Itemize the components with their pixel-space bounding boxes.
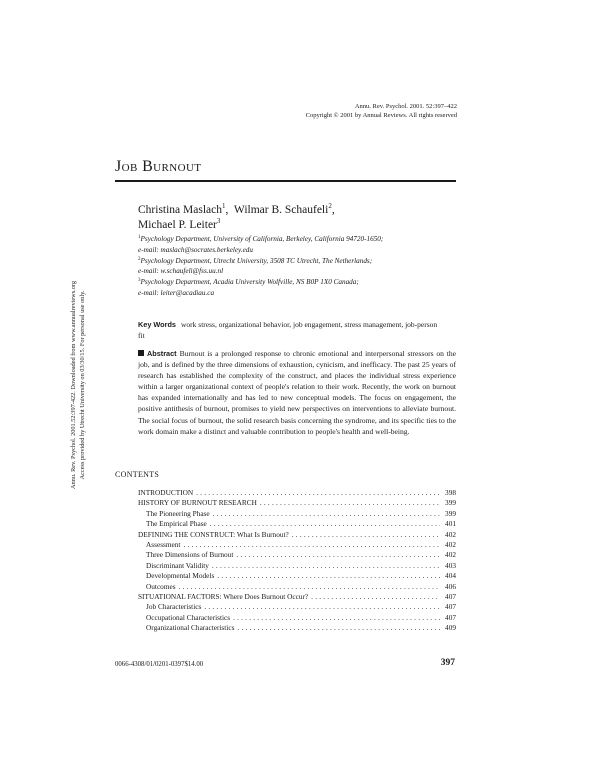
affiliation-text: Psychology Department, Utrecht University, 3508 TC Utrecht, The Netherlands; <box>140 256 373 265</box>
toc-entry-page: 406 <box>445 581 456 591</box>
table-of-contents <box>138 488 456 633</box>
affiliation-email[interactable]: e-mail: maslach@socrates.berkeley.edu <box>138 245 253 254</box>
author-affiliation-mark: 2 <box>328 202 332 210</box>
toc-entry-label: SITUATIONAL FACTORS: Where Does Burnout Occur? <box>138 591 309 601</box>
affiliation-line <box>138 266 383 277</box>
toc-entry[interactable] <box>138 498 456 508</box>
toc-leader-dots <box>230 613 440 623</box>
toc-entry-label: INTRODUCTION <box>138 488 194 497</box>
toc-entry[interactable] <box>138 561 456 571</box>
author-list <box>138 203 335 233</box>
affiliation-email[interactable]: e-mail: leiter@acadiau.ca <box>138 288 215 297</box>
toc-entry-label: The Empirical Phase <box>146 519 207 529</box>
toc-entry-page: 402 <box>445 529 456 539</box>
toc-entry-page: 404 <box>445 571 456 581</box>
toc-entry-page: 398 <box>445 488 456 497</box>
journal-header <box>306 102 457 120</box>
author-name: Wilmar B. Schaufeli <box>233 204 329 216</box>
author-name: Christina Maslach <box>138 204 222 216</box>
article-title: Job Burnout <box>115 158 202 175</box>
journal-citation: Annu. Rev. Psychol. 2001. 52:397–422 <box>354 103 457 110</box>
toc-entry[interactable] <box>138 613 456 623</box>
toc-entry-label: The Pioneering Phase <box>146 508 210 518</box>
contents-heading: CONTENTS <box>115 470 160 479</box>
toc-entry-page: 402 <box>445 550 456 560</box>
toc-entry[interactable] <box>138 602 456 612</box>
toc-entry[interactable] <box>138 540 456 550</box>
title-rule <box>115 180 456 182</box>
toc-leader-dots <box>180 540 440 550</box>
keywords <box>138 319 440 341</box>
toc-leader-dots <box>257 498 440 508</box>
journal-copyright: Copyright © 2001 by Annual Reviews. All rights reserved <box>305 112 457 119</box>
toc-entry-page: 402 <box>445 539 456 549</box>
toc-entry-label: Three Dimensions of Burnout <box>146 550 234 560</box>
toc-entry-page: 401 <box>445 519 456 529</box>
article-code: 0066-4308/01/0201-0397$14.00 <box>115 661 204 668</box>
toc-leader-dots <box>210 509 440 519</box>
download-notice <box>70 255 87 515</box>
page-number: 397 <box>440 658 455 668</box>
author-separator: , <box>225 204 234 216</box>
access-line: Access provided by Utrecht University on 03/30/15. For personal use only. <box>78 290 86 480</box>
toc-entry-label: Discriminant Validity <box>146 560 209 570</box>
affiliation-list <box>138 234 383 299</box>
toc-entry[interactable] <box>138 571 456 581</box>
toc-entry[interactable] <box>138 509 456 519</box>
toc-entry-page: 407 <box>445 602 456 612</box>
toc-entry-page: 407 <box>445 612 456 622</box>
keywords-label: Key Words <box>138 320 176 329</box>
toc-entry-label: Organizational Characteristics <box>146 623 235 633</box>
download-sidebar <box>60 250 110 520</box>
toc-entry[interactable] <box>138 582 456 592</box>
toc-entry-page: 399 <box>445 508 456 518</box>
affiliation-line <box>138 288 383 299</box>
toc-entry-page: 403 <box>445 560 456 570</box>
affiliation-line <box>138 256 383 267</box>
toc-leader-dots <box>209 561 440 571</box>
toc-leader-dots <box>308 592 440 602</box>
author-separator: , <box>331 204 335 216</box>
toc-leader-dots <box>201 602 440 612</box>
toc-leader-dots <box>207 519 440 529</box>
toc-entry[interactable] <box>138 550 456 560</box>
toc-entry-label: HISTORY OF BURNOUT RESEARCH <box>138 498 257 508</box>
affiliation-line <box>138 277 383 288</box>
affiliation-text: Psychology Department, Acadia University Wolfville, NS B0P 1X0 Canada; <box>140 278 359 287</box>
toc-leader-dots <box>233 550 440 560</box>
affiliation-text: Psychology Department, University of California, Berkeley, California 94720-1650; <box>140 235 384 243</box>
toc-leader-dots <box>214 571 440 581</box>
toc-entry[interactable] <box>138 623 456 633</box>
abstract-square-icon <box>138 350 144 356</box>
affiliation-mark: 1 <box>138 235 141 240</box>
toc-entry-label: Occupational Characteristics <box>146 612 231 622</box>
toc-entry-label: Outcomes <box>146 581 176 591</box>
author-affiliation-mark: 1 <box>222 202 226 210</box>
keywords-text: work stress, organizational behavior, job engagement, stress management, job-person fit <box>138 320 438 340</box>
toc-leader-dots <box>193 488 440 498</box>
toc-leader-dots <box>234 623 440 633</box>
author-name: Michael P. Leiter <box>138 219 217 231</box>
toc-entry-label: DEFINING THE CONSTRUCT: What Is Burnout? <box>138 529 289 539</box>
abstract-label: Abstract <box>147 349 177 358</box>
author-affiliation-mark: 3 <box>216 217 221 225</box>
toc-entry-page: 407 <box>445 591 456 601</box>
toc-entry-page: 409 <box>445 623 456 633</box>
toc-entry-label: Job Characteristics <box>146 602 202 612</box>
toc-entry[interactable] <box>138 519 456 529</box>
toc-entry[interactable] <box>138 530 456 540</box>
abstract-text: Burnout is a prolonged response to chronic emotional and interpersonal stressors on the job, and is defined by the three dimensions of exhaustion, cynicism, and inefficacy. The past 25 years of research has established the complexity of the construct, and places the individual stress experience within a larger organizational context of people's relation to their work. Recently, the work on burnout has expanded internationally and has led to new conceptual models. The focus on engagement, the positive antithesis of burnout, promises to yield new perspectives on interventions to alleviate burnout. The social focus of burnout, the solid research basis concerning the syndrome, and its specific ties to the work domain make a distinct and valuable contribution to people's health and well-being. <box>138 349 456 436</box>
toc-entry-label: Assessment <box>146 539 181 549</box>
toc-entry[interactable] <box>138 592 456 602</box>
affiliation-line <box>138 245 383 256</box>
download-line: Annu. Rev. Psychol. 2001.52:397-422. Downloaded from www.annualreviews.org <box>70 280 77 490</box>
abstract <box>138 348 456 437</box>
toc-entry-label: Developmental Models <box>146 571 215 581</box>
affiliation-line <box>138 234 383 245</box>
toc-entry[interactable] <box>138 488 456 498</box>
affiliation-mark: 3 <box>138 278 141 284</box>
toc-leader-dots <box>289 530 440 540</box>
affiliation-mark: 2 <box>138 256 141 262</box>
toc-entry-page: 399 <box>445 498 456 508</box>
toc-leader-dots <box>176 582 440 592</box>
affiliation-email[interactable]: e-mail: w.schaufeli@fss.uu.nl <box>138 267 224 276</box>
